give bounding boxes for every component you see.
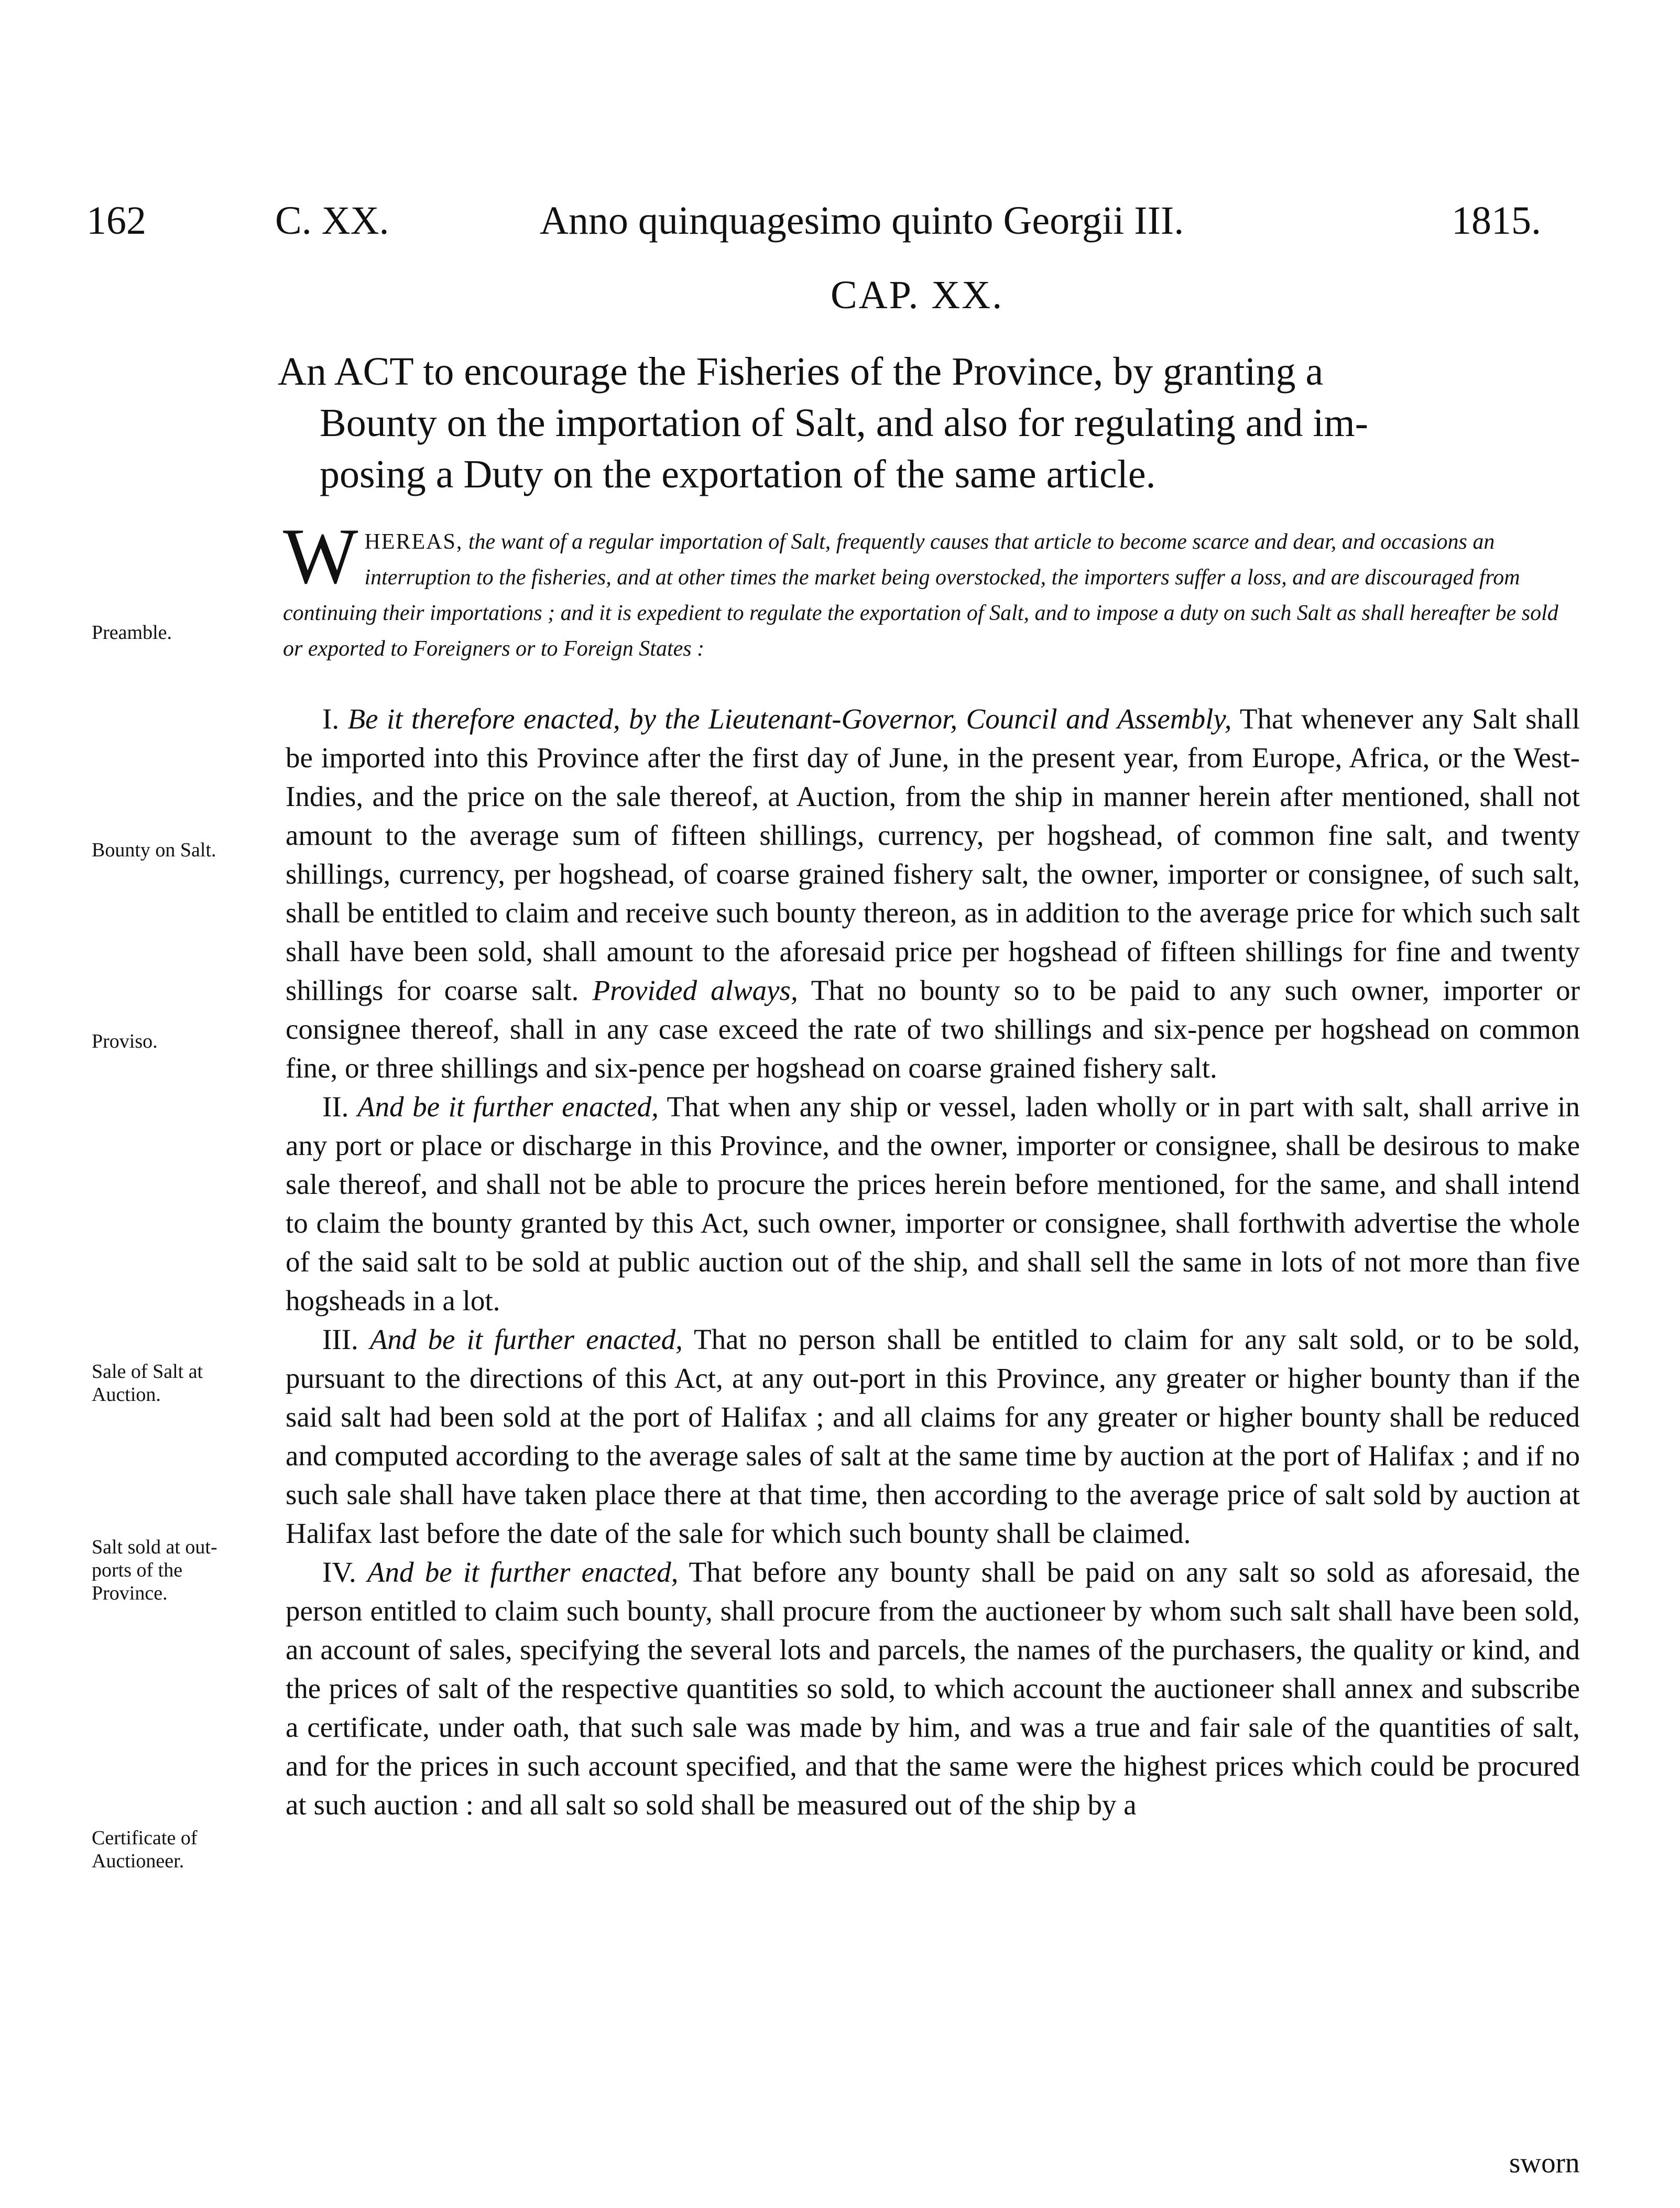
- section-3: [286, 1320, 1580, 1553]
- proviso-clause: Provided always,: [592, 974, 798, 1006]
- sidenote-bounty: Bounty on Salt.: [92, 839, 216, 861]
- running-header: [79, 198, 1593, 256]
- drop-cap: W: [283, 512, 358, 600]
- act-body: [286, 700, 1580, 1824]
- enacting-clause: Be it therefore enacted, by the Lieutenant-Governor, Council and Assembly,: [347, 703, 1232, 735]
- sidenote-preamble: Preamble.: [92, 622, 172, 644]
- preamble-lead: HEREAS,: [364, 530, 463, 554]
- sidenote-certificate: Certificate of Auctioneer.: [92, 1827, 198, 1872]
- section-1: [286, 700, 1580, 1087]
- sidenote-proviso: Proviso.: [92, 1030, 158, 1052]
- section-2: [286, 1087, 1580, 1320]
- section-number: II.: [322, 1091, 349, 1123]
- chapter-label: C. XX.: [275, 199, 389, 243]
- section-text: That when any ship or vessel, laden wholly or in part with salt, shall arrive in any port or place or discharge in this Province, and the owner, importer or consignee, shall be desirous to make sale thereof, and shall not be able to procure the prices herein before mentioned, for the same, and shall intend to claim the bounty granted by this Act, such owner, importer or consignee, shall forthwith advertise the whole of the said salt to be sold at public auction out of the ship, and shall sell the same in lots of not more than five hogsheads in a lot.: [286, 1091, 1580, 1317]
- section-number: I.: [322, 703, 340, 735]
- preamble-text: the want of a regular importation of Salt, frequently causes that article to become scarce and dear, and occasions an interruption to the fisheries, and at other times the market being overstocked, the importers suffer a loss, and are discouraged from continuing their importations ; and it is expedient to regulate the exportation of Salt, and to impose a duty on such Salt as shall hereafter be sold or exported to Foreigners or to Foreign States :: [283, 530, 1558, 661]
- section-text: That whenever any Salt shall be imported into this Province after the first day of June, in the present year, from Europe, Africa, or the West-Indies, and the price on the sale thereof, at Auction, from the ship in manner herein after mentioned, shall not amount to the average sum of fifteen shillings, currency, per hogshead, of common fine salt, and twenty shillings, currency, per hogshead, of coarse grained fishery salt, the owner, importer or consignee, of such salt, shall be entitled to claim and receive such bounty thereon, as in addition to the average price for which such salt shall have been sold, shall amount to the aforesaid price per hogshead of fifteen shillings for fine and twenty shillings for coarse salt.: [286, 703, 1580, 1006]
- enacting-clause: And be it further enacted,: [367, 1556, 679, 1588]
- catchword: sworn: [1509, 2147, 1580, 2179]
- section-text: That no bounty so to be paid to any such owner, importer or consignee thereof, shall in any case exceed the rate of two shillings and six-pence per hogshead on common fine, or three shillings and six-pence per hogshead on coarse grained fishery salt.: [286, 974, 1580, 1084]
- year: 1815.: [1452, 199, 1541, 243]
- enacting-clause: And be it further enacted,: [357, 1091, 659, 1123]
- section-number: IV.: [322, 1556, 356, 1588]
- section-text: That before any bounty shall be paid on any salt so sold as aforesaid, the person entitled to claim such bounty, shall procure from the auctioneer by whom such salt shall have been sold, an account of sales, specifying the several lots and parcels, the names of the purchasers, the quality or kind, and the prices of salt of the respective quantities so sold, to which account the auctioneer shall annex and subscribe a certificate, under oath, that such sale was made by him, and was a true and fair sale of the quantities of salt, and for the prices in such account specified, and that the same were the highest prices which could be procured at such auction : and all salt so sold shall be measured out of the ship by a: [286, 1556, 1580, 1821]
- section-number: III.: [322, 1323, 358, 1355]
- preamble: [283, 512, 1577, 667]
- chapter-heading: CAP. XX.: [831, 273, 1004, 317]
- sidenote-sale: Sale of Salt at Auction.: [92, 1361, 203, 1406]
- section-4: [286, 1553, 1580, 1824]
- act-title-line: Bounty on the importation of Salt, and also for regulating and im-: [320, 401, 1368, 445]
- act-title-line: An ACT to encourage the Fisheries of the Province, by granting a: [278, 350, 1324, 394]
- act-title-line: posing a Duty on the exportation of the same article.: [320, 452, 1156, 496]
- act-title: [278, 346, 1588, 500]
- sidenote-outports: Salt sold at out- ports of the Province.: [92, 1536, 217, 1604]
- regnal-title: Anno quinquagesimo quinto Georgii III.: [540, 199, 1184, 243]
- section-text: That no person shall be entitled to claim for any salt sold, or to be sold, pursuant to the directions of this Act, at any out-port in this Province, any greater or higher bounty than if the said salt had been sold at the port of Halifax ; and all claims for any greater or higher bounty shall be reduced and computed according to the average sales of salt at the same time by auction at the port of Halifax ; and if no such sale shall have taken place there at that time, then according to the average price of salt sold by auction at Halifax last before the date of the sale for which such bounty shall be claimed.: [286, 1323, 1580, 1549]
- page-number: 162: [86, 199, 146, 243]
- enacting-clause: And be it further enacted,: [369, 1323, 683, 1355]
